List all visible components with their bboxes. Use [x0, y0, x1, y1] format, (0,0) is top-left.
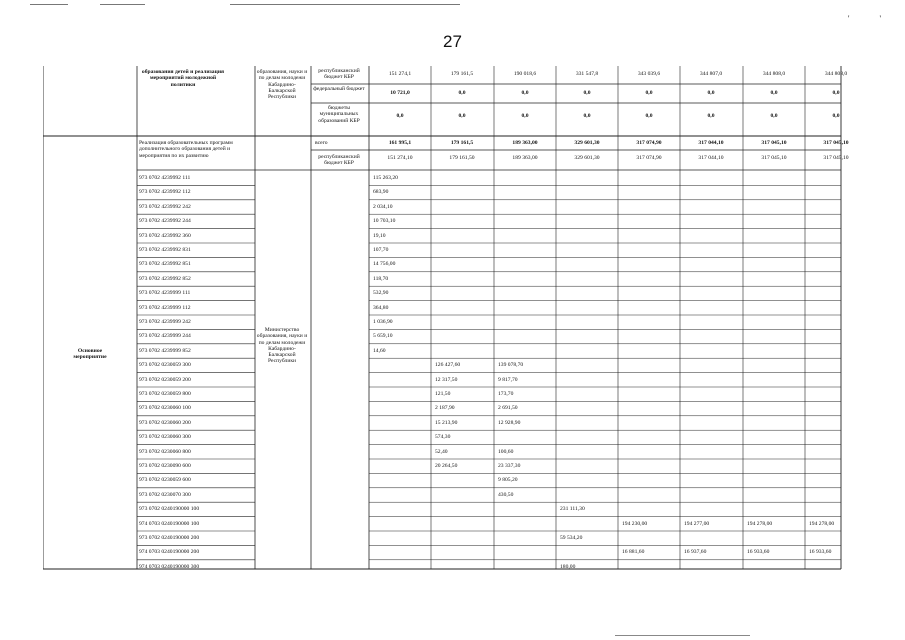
code-value-cell: 115 263,20 — [373, 175, 398, 181]
value-cell: 151 274,1 — [388, 71, 412, 77]
classification-code: 974 0703 0240190000 300 — [139, 563, 200, 570]
value-cell: 179 161,50 — [449, 155, 475, 161]
code-value-cell: 59 534,20 — [560, 535, 583, 541]
code-value-cell: 12 928,90 — [498, 419, 521, 426]
classification-code: 973 0702 4239999 244 — [139, 333, 191, 340]
value-cell: 179 161,5 — [450, 140, 474, 146]
value-cell: 0,0 — [396, 113, 404, 119]
value-cell: 190 018,6 — [513, 71, 537, 77]
classification-code: 973 0702 0230060 800 — [139, 448, 191, 455]
code-value-cell: 121,50 — [435, 391, 451, 397]
code-value-cell: 16 933,60 — [747, 549, 770, 556]
code-value-cell: 139 078,70 — [498, 362, 524, 369]
classification-code: 973 0702 4239999 242 — [139, 319, 191, 325]
classification-code: 973 0702 4239992 851 — [139, 261, 191, 268]
value-cell: 0,0 — [770, 90, 778, 96]
classification-code: 973 0702 0230060 300 — [139, 434, 191, 441]
value-cell: 0,0 — [458, 113, 466, 119]
page-number: 27 — [443, 32, 462, 51]
code-value-cell: 180,00 — [560, 563, 576, 570]
code-value-cell: 173,70 — [498, 391, 514, 397]
value-cell: 0,0 — [707, 90, 715, 96]
value-cell: 317 045,10 — [823, 155, 849, 161]
code-value-cell: 9 805,20 — [498, 477, 518, 484]
classification-code: 973 0702 0230059 300 — [139, 362, 191, 369]
value-cell: 317 074,90 — [636, 155, 662, 161]
classification-code: 973 0702 0230059 800 — [139, 391, 191, 397]
value-cell: 0,0 — [832, 90, 840, 96]
code-value-cell: 23 337,30 — [498, 463, 521, 469]
classification-code: 973 0702 0240190000 200 — [139, 535, 200, 541]
value-cell: 0,0 — [521, 113, 529, 119]
row2-executor: Министерство образования, науки и по делам молодежи Кабардино-Балкарской Республики — [256, 327, 308, 365]
code-value-cell: 5 659,10 — [373, 333, 393, 340]
classification-code: 973 0702 4239992 111 — [139, 175, 191, 181]
classification-code: 973 0702 0230090 600 — [139, 463, 191, 469]
value-cell: 329 601,30 — [574, 140, 600, 146]
classification-code: 974 0703 0240190000 100 — [139, 520, 200, 527]
classification-code: 973 0702 0230060 200 — [139, 419, 191, 426]
row1-source-label: республиканский бюджет КБР — [318, 68, 360, 81]
value-cell: 343 039,6 — [637, 71, 661, 77]
value-cell: 179 161,5 — [450, 71, 474, 77]
classification-code: 973 0702 0230059 200 — [139, 376, 191, 383]
code-value-cell: 194 278,00 — [809, 520, 835, 527]
value-cell: 317 074,90 — [636, 140, 662, 146]
scan-top-rule — [30, 4, 68, 5]
value-cell: 161 995,1 — [388, 140, 412, 146]
code-value-cell: 52,40 — [435, 448, 448, 455]
code-value-cell: 12 317,50 — [435, 376, 458, 383]
classification-code: 973 0702 0240190000 100 — [139, 506, 200, 513]
value-cell: 189 363,00 — [512, 140, 538, 146]
code-value-cell: 20 264,50 — [435, 463, 458, 469]
value-cell: 344 808,0 — [762, 71, 786, 77]
row-type-label: Основное мероприятие — [73, 348, 107, 361]
classification-code: 973 0702 0230060 100 — [139, 405, 191, 412]
code-value-cell: 194 230,00 — [622, 520, 648, 527]
code-value-cell: 14 756,00 — [373, 261, 396, 268]
value-cell: 317 045,10 — [761, 155, 787, 161]
value-cell: 344 808,0 — [824, 71, 848, 77]
classification-code: 973 0702 4239992 112 — [139, 189, 191, 196]
scan-top-rule — [230, 4, 460, 5]
corner-marks: ' ' — [848, 14, 895, 23]
scan-top-rule — [100, 4, 145, 5]
value-cell: 317 045,10 — [823, 140, 849, 146]
code-value-cell: 14,60 — [373, 347, 386, 354]
classification-code: 973 0702 4239992 360 — [139, 232, 191, 239]
row1-program-name: образования детей и реализация мероприятий молодежной политики — [141, 69, 225, 88]
code-value-cell: 2 187,90 — [435, 405, 455, 412]
value-cell: 0,0 — [770, 113, 778, 119]
code-value-cell: 16 937,60 — [684, 549, 707, 556]
code-value-cell: 9 817,70 — [498, 376, 518, 383]
value-cell: 151 274,10 — [387, 155, 413, 161]
code-value-cell: 16 881,60 — [622, 549, 645, 556]
value-cell: 331 547,8 — [575, 71, 599, 77]
code-value-cell: 574,30 — [435, 434, 451, 441]
code-value-cell: 126 427,60 — [435, 362, 461, 369]
classification-code: 973 0702 4239992 852 — [139, 275, 191, 282]
row1-source-label: бюджеты муниципальных образований КБР — [318, 105, 360, 124]
code-value-cell: 683,90 — [373, 189, 389, 196]
row2-total-label: всего — [315, 140, 328, 146]
code-value-cell: 194 278,00 — [747, 520, 773, 527]
value-cell: 317 045,10 — [761, 140, 787, 146]
classification-code: 973 0702 0230059 600 — [139, 477, 191, 484]
classification-code: 973 0702 4239992 242 — [139, 203, 191, 210]
code-value-cell: 107,70 — [373, 247, 389, 253]
value-cell: 0,0 — [707, 113, 715, 119]
code-value-cell: 2 034,10 — [373, 203, 393, 210]
budget-table — [43, 66, 849, 570]
classification-code: 973 0702 4239999 852 — [139, 347, 191, 354]
value-cell: 10 721,0 — [390, 90, 410, 96]
classification-code: 974 0703 0240190000 200 — [139, 549, 200, 556]
code-value-cell: 19,10 — [373, 232, 386, 239]
code-value-cell: 16 933,60 — [809, 549, 832, 556]
code-value-cell: 15 213,90 — [435, 419, 458, 426]
value-cell: 0,0 — [458, 90, 466, 96]
code-value-cell: 2 691,50 — [498, 405, 518, 412]
code-value-cell: 430,50 — [498, 491, 514, 498]
code-value-cell: 1 036,90 — [373, 319, 393, 325]
value-cell: 0,0 — [832, 113, 840, 119]
classification-code: 973 0702 4239992 244 — [139, 218, 191, 225]
classification-code: 973 0702 4239992 831 — [139, 247, 191, 253]
row2-republican-label: республиканский бюджет КБР — [318, 154, 360, 167]
code-value-cell: 532,90 — [373, 290, 389, 297]
scan-bottom-rule — [615, 635, 750, 636]
code-value-cell: 194 277,00 — [684, 520, 710, 527]
code-value-cell: 10 703,10 — [373, 218, 396, 225]
row2-activity-name: Реализация образовательных программ дополнительного образования детей и мероприятия по их развитию — [139, 140, 233, 159]
row1-source-label: федеральный бюджет — [313, 86, 365, 92]
value-cell: 0,0 — [583, 113, 591, 119]
classification-code: 973 0702 4239999 111 — [139, 290, 191, 297]
classification-code: 973 0702 0230070 300 — [139, 491, 191, 498]
code-value-cell: 231 111,30 — [560, 506, 585, 513]
code-value-cell: 118,70 — [373, 275, 389, 282]
value-cell: 0,0 — [645, 113, 653, 119]
value-cell: 0,0 — [583, 90, 591, 96]
code-value-cell: 100,60 — [498, 448, 514, 455]
value-cell: 0,0 — [521, 90, 529, 96]
value-cell: 344 807,0 — [699, 71, 723, 77]
code-value-cell: 364,80 — [373, 304, 389, 311]
value-cell: 0,0 — [645, 90, 653, 96]
value-cell: 317 044,10 — [698, 140, 724, 146]
classification-code: 973 0702 4239999 112 — [139, 304, 191, 311]
value-cell: 329 601,30 — [574, 155, 600, 161]
value-cell: 317 044,10 — [698, 155, 724, 161]
row1-executor: образования, науки и по делам молодежи Кабардино-Балкарской Республики — [256, 69, 308, 101]
value-cell: 189 363,00 — [512, 155, 538, 161]
